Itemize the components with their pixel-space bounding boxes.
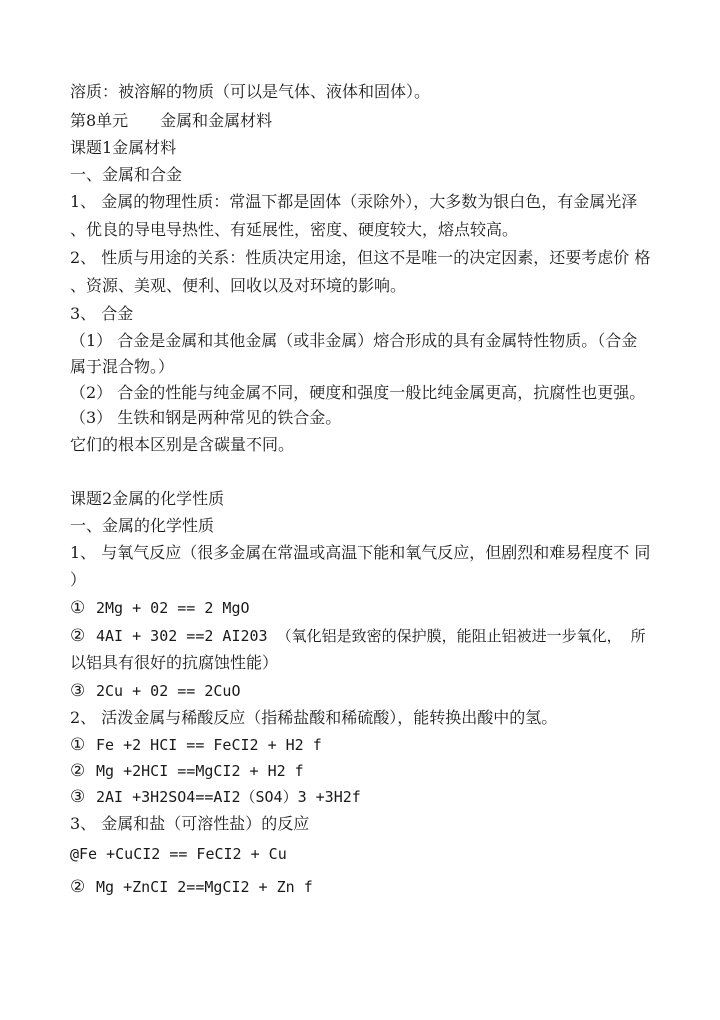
circled-number-marker: ① (70, 598, 86, 618)
section-heading: 一、金属的化学性质 (70, 516, 215, 535)
paragraph-line: 3、 金属和盐（可溶性盐）的反应 (70, 814, 310, 833)
equation-line (70, 733, 700, 757)
lesson-heading: 课题2金属的化学性质 (70, 489, 225, 508)
equation-line (70, 759, 700, 783)
equation-text: @Fe +CuCI2 == FeCI2 + Cu (70, 845, 287, 863)
equation-text: 2Cu + 02 == 2CuO (96, 682, 241, 700)
paragraph-line: 、资源、美观、便利、回收以及对环境的影响。 (70, 276, 407, 295)
equation-line (70, 624, 700, 648)
circled-number-marker: ① (70, 735, 86, 755)
paragraph-line: 2、 活泼金属与稀酸反应（指稀盐酸和稀硫酸），能转换出酸中的氢。 (70, 708, 558, 727)
section-heading: 一、金属和合金 (70, 165, 183, 184)
equation-text: 2AI +3H2SO4==AI2（SO4）3 +3H2f (96, 788, 361, 806)
paragraph-line: ） (70, 570, 87, 589)
circled-number-marker: ② (70, 626, 86, 646)
solute-definition: 溶质：被溶解的物质（可以是气体、液体和固体）。 (70, 82, 431, 101)
equation-line (70, 785, 700, 809)
lesson-heading: 课题1金属材料 (70, 138, 177, 157)
paragraph-line: （3） 生铁和钢是两种常见的铁合金。 (70, 408, 342, 427)
equation-text: Mg +ZnCI 2==MgCI2 + Zn f (96, 878, 313, 896)
circled-number-marker: ② (70, 877, 86, 897)
paragraph-line: 它们的根本区别是含碳量不同。 (70, 435, 295, 454)
paragraph-line: 2、 性质与用途的关系：性质决定用途，但这不是唯一的决定因素，还要考虑价 格 (70, 248, 651, 267)
circled-number-marker: ② (70, 761, 86, 781)
paragraph-line: （1） 合金是金属和其他金属（或非金属）熔合形成的具有金属特性物质。（合金 (70, 331, 638, 350)
paragraph-line: 3、 合金 (70, 304, 134, 323)
paragraph-line: （2） 合金的性能与纯金属不同，硬度和强度一般比纯金属更高，抗腐性也更强。 (70, 383, 646, 402)
paragraph-line: 、优良的导电导热性、有延展性，密度、硬度较大，熔点较高。 (70, 220, 519, 239)
equation-text: 4AI + 302 ==2 AI203 （氧化铝是致密的保护膜，能阻止铝被进一步氧化， 所 (96, 627, 646, 645)
paragraph-line: 以铝具有很好的抗腐蚀性能） (70, 653, 279, 672)
equation-text: Mg +2HCI ==MgCI2 + H2 f (96, 762, 304, 780)
circled-number-marker: ③ (70, 787, 86, 807)
equation-line (70, 679, 700, 703)
equation-text: 2Mg + 02 == 2 MgO (96, 599, 250, 617)
equation-text: Fe +2 HCI == FeCI2 + H2 f (96, 736, 322, 754)
paragraph-line: 1、 金属的物理性质：常温下都是固体（汞除外），大多数为银白色，有金属光泽 (70, 192, 638, 211)
unit-heading: 第8单元 金属和金属材料 (70, 111, 273, 130)
paragraph-line: 1、 与氧气反应（很多金属在常温或高温下能和氧气反应，但剧烈和难易程度不 同 (70, 543, 651, 562)
equation-line (70, 596, 700, 620)
paragraph-line: 属于混合物。） (70, 357, 175, 376)
circled-number-marker: ③ (70, 681, 86, 701)
equation-line (70, 875, 700, 899)
